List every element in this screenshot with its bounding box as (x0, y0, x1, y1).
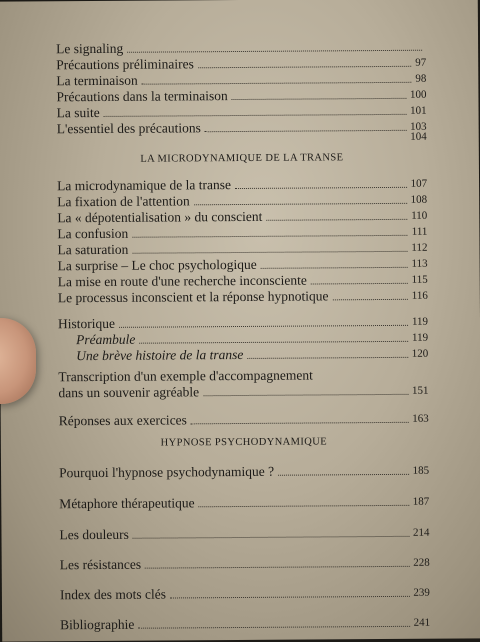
dot-leader (261, 267, 408, 269)
toc-entry-page: 111 (411, 225, 428, 238)
toc-entry-title: Le signaling (56, 40, 124, 57)
toc-subentry (76, 346, 428, 364)
toc-entry-title: La terminaison (56, 72, 138, 89)
toc-entry-page: 163 (412, 412, 429, 425)
toc-entry-title: La surprise – Le choc psychologique (57, 256, 257, 274)
dot-leader (199, 505, 409, 507)
toc-entry-page: 228 (413, 556, 430, 569)
toc-entry-title: Métaphore thérapeutique (59, 495, 195, 512)
toc-entry-title: Précautions dans la terminaison (56, 88, 228, 105)
toc-entry-page: 214 (412, 526, 430, 539)
dot-leader (145, 566, 409, 569)
toc-entry-page: 151 (411, 384, 429, 397)
toc-entry-page: 100 (409, 88, 427, 101)
toc-entry-title: La « dépotentialisation » du conscient (57, 208, 263, 226)
toc-entry (59, 525, 429, 544)
toc-entry-title: La fixation de l'attention (57, 193, 190, 210)
toc-entry-page: 239 (413, 586, 430, 599)
toc-entry-page: 116 (411, 289, 428, 302)
toc-entry-page: 120 (411, 347, 429, 360)
toc-entry-title: La microdynamique de la transe (57, 177, 232, 194)
dot-leader (205, 130, 406, 132)
dot-leader (133, 536, 409, 539)
toc-entry-title: La confusion (57, 225, 129, 242)
toc-entry-title: Précautions préliminaires (56, 56, 194, 73)
toc-entry-page: 103 (410, 120, 427, 133)
dot-leader (142, 82, 412, 85)
dot-leader (203, 394, 408, 396)
toc-entry-page: 113 (411, 257, 428, 270)
toc-entry-page: 108 (410, 193, 428, 206)
toc-entry (60, 555, 430, 574)
toc-entry-title: Réponses aux exercices (58, 412, 187, 429)
dot-leader (311, 283, 408, 285)
toc-entry-title: Les douleurs (59, 526, 129, 543)
toc-entry (58, 383, 428, 402)
dot-leader (132, 235, 407, 238)
toc-entry-title: Le processus inconscient et la réponse hypnotique (57, 288, 329, 306)
toc-entry-page: 101 (410, 104, 427, 117)
dot-leader (247, 357, 407, 359)
toc-entry-page: 119 (411, 331, 429, 344)
toc-entry-page: 241 (413, 616, 431, 629)
toc-entry-page: 107 (410, 177, 428, 190)
toc-entry-title: Les résistances (59, 556, 142, 573)
toc-entry-title: La saturation (57, 241, 129, 258)
section-heading: HYPNOSE PSYCHODYNAMIQUE (160, 436, 328, 449)
dot-leader (198, 66, 411, 68)
dot-leader (232, 98, 406, 100)
dot-leader (235, 187, 407, 189)
dot-leader (194, 203, 407, 205)
dot-leader (127, 50, 422, 53)
toc-entry-page: 97 (415, 56, 427, 69)
toc-entry-page: 187 (412, 495, 430, 508)
dot-leader (138, 626, 409, 629)
dot-leader (266, 219, 407, 221)
toc-entry (59, 494, 429, 513)
toc-entry-page: 185 (412, 464, 430, 477)
dot-leader (278, 474, 408, 476)
toc-entry-title-line1: Transcription d'un exemple d'accompagnement (58, 367, 313, 385)
toc-entry-title: Une brève histoire de la transe (76, 346, 244, 364)
toc-entry-title: Préambule (76, 331, 136, 348)
toc-entry-title: Historique (57, 315, 116, 332)
toc-trailing-page: 104 (410, 130, 427, 143)
dot-leader (104, 114, 406, 117)
dot-leader (170, 596, 409, 599)
toc-entry (57, 119, 427, 138)
toc-entry-title: La suite (56, 104, 100, 121)
toc-entry (58, 288, 428, 307)
toc-entry-page: 112 (411, 241, 428, 254)
dot-leader (139, 341, 408, 344)
toc-entry (59, 411, 429, 430)
toc-entry (59, 463, 429, 482)
dot-leader (132, 251, 407, 254)
toc-entry-title: La mise en route d'une recherche inconsciente (57, 272, 307, 290)
toc-entry (60, 615, 430, 634)
dot-leader (191, 422, 408, 425)
toc-entry-title: Index des mots clés (59, 586, 167, 603)
toc-entry-page: 110 (411, 209, 428, 222)
toc-entry-page: 115 (411, 273, 428, 286)
toc-entry-title: Pourquoi l'hypnose psychodynamique ? (59, 463, 275, 481)
toc-entry-title-line2: dans un souvenir agréable (58, 384, 200, 401)
dot-leader (333, 299, 408, 301)
table-of-contents (56, 39, 431, 633)
section-heading: LA MICRODYNAMIQUE DE LA TRANSE (140, 152, 344, 165)
toc-entry (60, 585, 430, 604)
toc-entry-title: L'essentiel des précautions (56, 120, 201, 137)
toc-entry-page: 119 (411, 315, 429, 328)
dot-leader (119, 325, 408, 328)
toc-entry-page: 98 (415, 72, 427, 85)
toc-entry-title: Bibliographie (60, 616, 135, 633)
